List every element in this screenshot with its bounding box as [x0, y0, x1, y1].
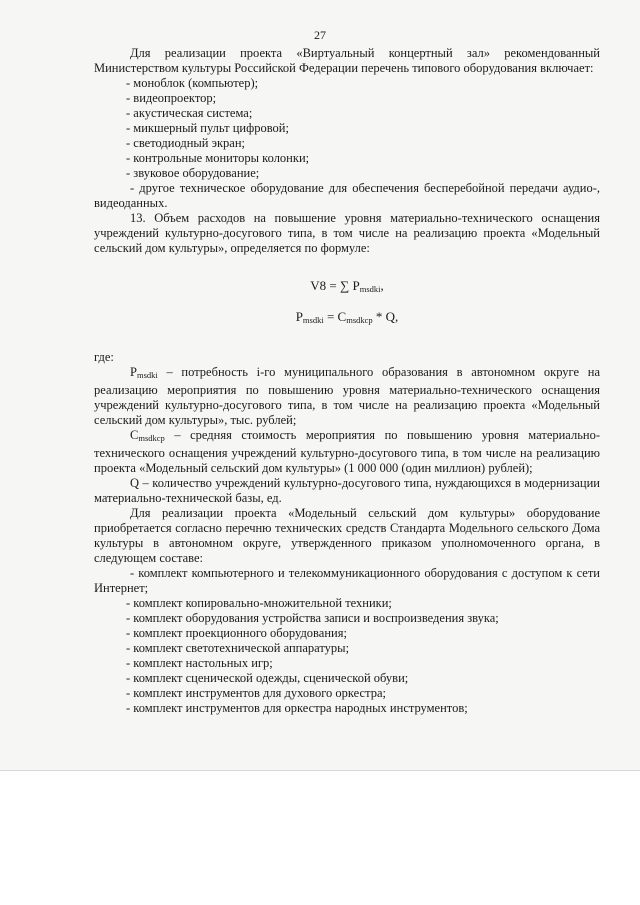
def-c-sub: msdkcp	[138, 433, 165, 443]
list-item: - контрольные мониторы колонки;	[126, 151, 310, 165]
list-item: - комплект инструментов для духового оркестра;	[126, 686, 386, 700]
list-item: - микшерный пульт цифровой;	[126, 121, 289, 135]
formula-v8-lhs: V8 = ∑ P	[310, 278, 360, 293]
list-item: - акустическая система;	[126, 106, 253, 120]
formula-tail: * Q,	[372, 309, 399, 324]
list-item: - комплект светотехнической аппаратуры;	[126, 641, 350, 655]
list-item: - светодиодный экран;	[126, 136, 246, 150]
formula-p-sub: msdki	[302, 315, 324, 325]
formula-pmsdki	[94, 309, 600, 328]
formula-v8-tail: ,	[380, 278, 384, 293]
list-item: - комплект оборудования устройства записи и воспроизведения звука;	[126, 611, 499, 625]
where-label: где:	[94, 350, 114, 364]
document-body	[94, 46, 600, 716]
paragraph-msdk: Для реализации проекта «Модельный сельский дом культуры» оборудование приобретается согласно перечню технических средств Стандарта Модельного сельского Дома культуры в автономном округе, утвержденного приказом уполномоченного органа, в следующем составе:	[94, 506, 600, 565]
definition-c	[94, 428, 600, 476]
list-item: - комплект инструментов для оркестра народных инструментов;	[126, 701, 468, 715]
formula-v8	[94, 278, 600, 297]
list-item: - комплект настольных игр;	[126, 656, 273, 670]
msdk-equipment-list	[94, 596, 600, 716]
paragraph-vkz-intro: Для реализации проекта «Виртуальный концертный зал» рекомендованный Министерством культуры Российской Федерации перечень типового оборудования включает:	[94, 46, 600, 75]
definition-q: Q – количество учреждений культурно-досугового типа, нуждающихся в модернизации материально-технической базы, ед.	[94, 476, 600, 505]
formula-p: P	[295, 309, 303, 324]
list-item: - комплект проекционного оборудования;	[126, 626, 347, 640]
formula-c-sub: msdkcp	[346, 315, 373, 325]
def-p-sub: msdki	[136, 370, 158, 380]
formula-eq: = C	[323, 309, 347, 324]
msdk-first-item: - комплект компьютерного и телекоммуникационного оборудования с доступом к сети Интернет;	[94, 566, 600, 595]
list-item: - комплект копировально-множительной техники;	[126, 596, 392, 610]
def-p-symbol: P	[130, 365, 137, 379]
paragraph-13: 13. Объем расходов на повышение уровня материально-технического оснащения учреждений культурно-досугового типа, в том числе на реализацию проекта «Модельный сельский дом культуры», определяется по формуле:	[94, 211, 600, 255]
def-p-text: – потребность i-го муниципального образования в автономном округе на реализацию мероприятия по повышению уровня материально-технического оснащения учреждений культурно-досугового типа, в том числе на реализацию проекта «Модельный сельский дом культуры», тыс. рублей;	[94, 365, 600, 427]
vkz-equipment-list	[94, 76, 600, 181]
def-c-symbol: C	[130, 428, 139, 442]
list-item: - звуковое оборудование;	[126, 166, 260, 180]
definition-p	[94, 365, 600, 428]
list-item: - видеопроектор;	[126, 91, 217, 105]
formula-v8-sub: msdki	[359, 284, 381, 294]
list-item: - моноблок (компьютер);	[126, 76, 259, 90]
page-number: 27	[314, 28, 326, 42]
vkz-last-item: - другое техническое оборудование для обеспечения бесперебойной передачи аудио-, видеоданных.	[94, 181, 600, 210]
def-c-text: – средняя стоимость мероприятия по повышению уровня материально-технического оснащения учреждений культурно-досугового типа, в том числе на реализацию проекта «Модельный сельский дом культуры» (1 000 000 (один миллион) рублей);	[94, 428, 600, 475]
list-item: - комплект сценической одежды, сценической обуви;	[126, 671, 409, 685]
